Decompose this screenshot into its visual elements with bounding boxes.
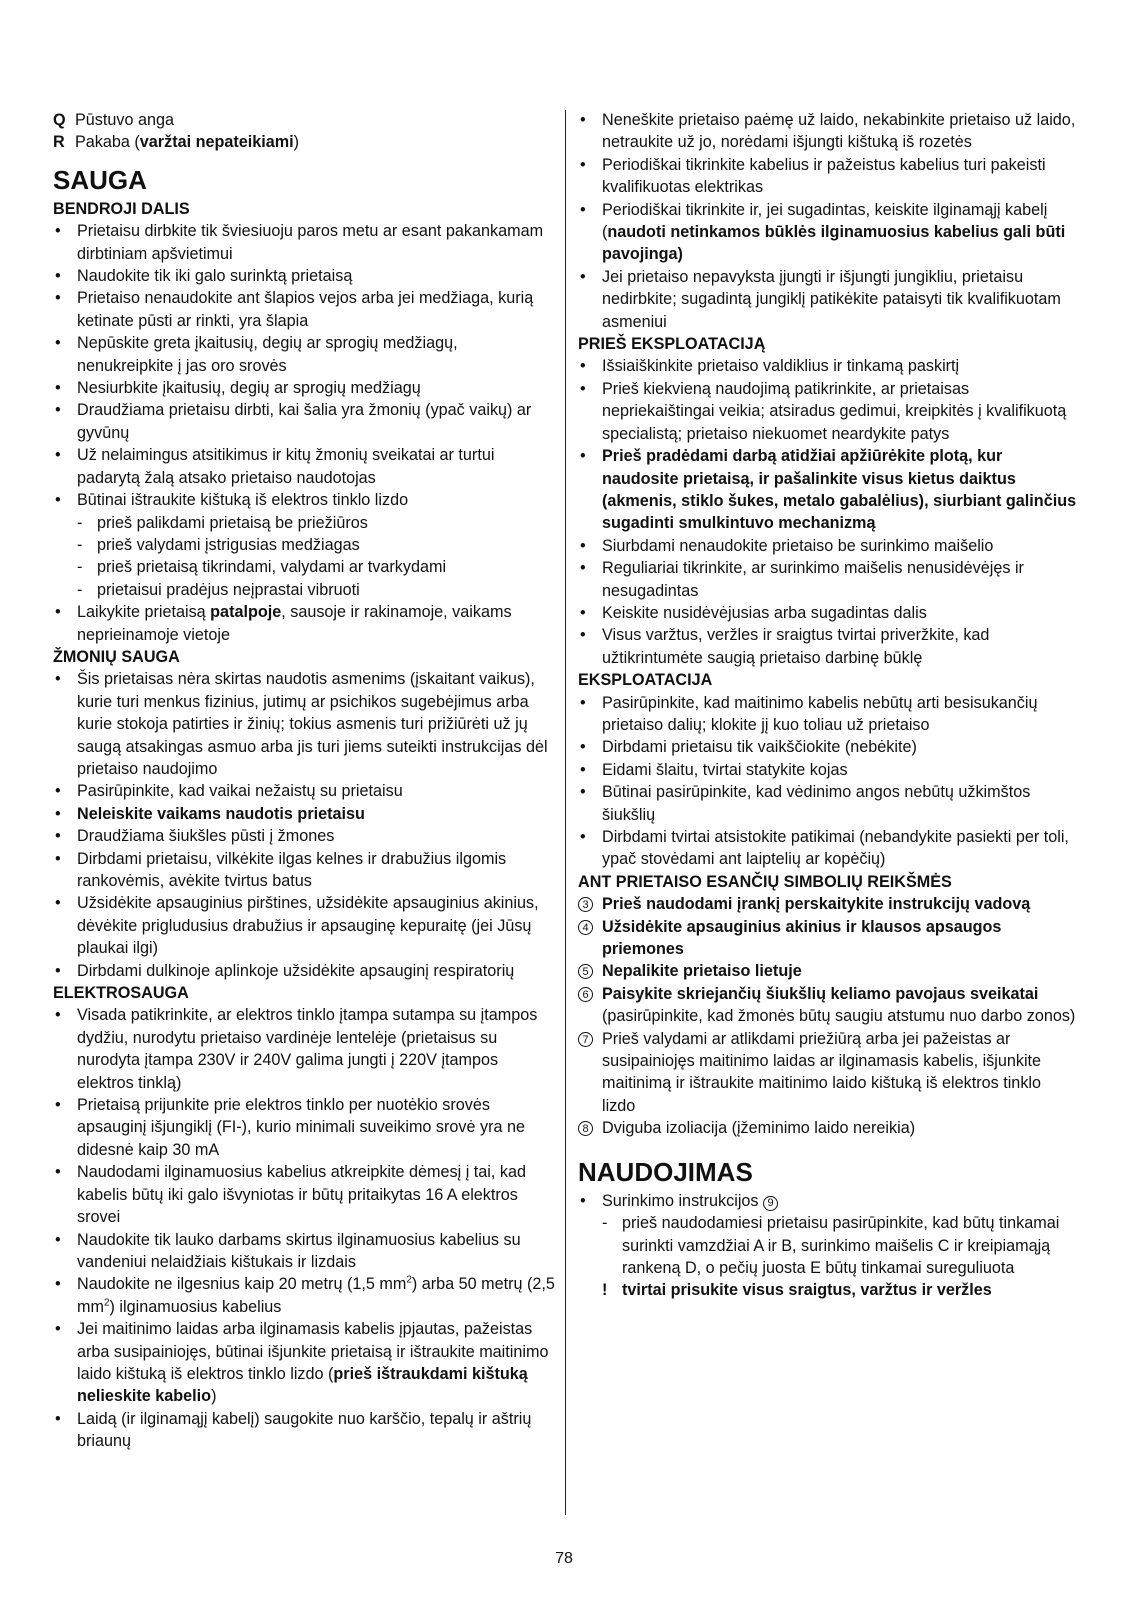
legend-text: Pūstuvo anga <box>75 111 174 129</box>
legend-key: R <box>53 133 65 152</box>
list-item: • Naudodami ilginamuosius kabelius atkreipkite dėmesį į tai, kad kabelis būtų iki galo išvyniotas ir būtų pritaikytas 16 A elektros srovei <box>53 1161 558 1228</box>
legend-text: Pakaba ( <box>75 133 140 152</box>
list-item: • Visada patikrinkite, ar elektros tinklo įtampa sutampa su įtampos dydžiu, nurodytu prietaiso vardinėje lentelėje (prietaisus su nurodyta įtampa 230V ir 240V galima jungti į 220V įtampos elektros tinklą) <box>53 1004 558 1094</box>
text: Prieš valydami ar atlikdami priežiūrą arba jei pažeistas ar susipainiojęs maitinimo laidas ar ilginamasis kabelis, išjunkite maitinimą ir ištraukite maitinimo laido kištuką iš elektros tinklo lizdo <box>602 1029 1042 1115</box>
bold-text: patalpoje <box>210 603 282 622</box>
circled-number-4-icon: 4 <box>578 920 593 935</box>
text: , sausoje ir rakinamoje, vaikams neprieinamoje vietoje <box>77 603 512 644</box>
list-item <box>53 1318 558 1408</box>
list-item: • Būtinai ištraukite kištuką iš elektros tinklo lizdo <box>53 489 558 511</box>
text: Periodiškai tikrinkite ir, jei sugadintas, keiskite ilginamąjį kabelį ( <box>602 200 1048 242</box>
text: ) arba 50 metrų (2,5 mm <box>77 1275 555 1316</box>
list-item: • Šis prietaisas nėra skirtas naudotis asmenims (įskaitant vaikus), kurie turi menkus fizinius, jutimų ar psichikos sugebėjimus arba kurie stokoja patirties ir žinių; tokius asmenis turi prižiūrėti už jų saugą atsakingas asmuo arba jis turi jiems suteikti instrukcijas dėl prietaiso naudojimo <box>53 668 558 780</box>
text: Dviguba izoliacija (įžeminimo laido nereikia) <box>602 1119 916 1138</box>
bold-text: Prieš pradėdami darbą atidžiai apžiūrėkite plotą, kur naudosite prietaisą, ir pašalinkite visus kietus daiktus (akmenis, stiklo šukes, metalo gabalėlius), siurbiant galinčius sugadinti smulkintuvo mechanizmą <box>602 447 1077 533</box>
text: Jei maitinimo laidas arba ilginamasis kabelis įpjautas, pažeistas arba susipainiojęs, būtinai išjunkite prietaisą ir ištraukite maitinimo laido kištuką iš elektros tinklo lizdo ( <box>77 1320 549 1383</box>
list-item: • Eidami šlaitu, tvirtai statykite kojas <box>578 759 1078 781</box>
list-item: • Naudokite tik lauko darbams skirtus ilginamuosius kabelius su vandeniui nelaidžiais kištukais ir lizdais <box>53 1229 558 1274</box>
bold-text: prieš ištraukdami kištuką nelieskite kabelio <box>77 1364 528 1406</box>
list-item <box>578 1190 1078 1212</box>
superscript: 2 <box>406 1274 412 1286</box>
heading-operation: EKSPLOATACIJA <box>578 671 713 690</box>
unplug-sublist <box>77 512 558 602</box>
section-title-safety: SAUGA <box>53 164 147 195</box>
legend-bold: varžtai nepateikiami <box>139 133 294 152</box>
list-item: • Užsidėkite apsauginius pirštines, užsidėkite apsauginius akinius, dėvėkite prigludusius drabužius ir apsauginę kepuraitę (jei Jūsų plaukai ilgi) <box>53 892 558 959</box>
sub-item: - prietaisui pradėjus neįprastai vibruoti <box>77 579 558 601</box>
general-list <box>53 220 558 511</box>
list-item: • Dirbdami prietaisu tik vaikščiokite (nebėkite) <box>578 736 1078 758</box>
heading-symbols: ANT PRIETAISO ESANČIŲ SIMBOLIŲ REIKŠMĖS <box>578 872 952 891</box>
legend-tail: ) <box>293 133 300 152</box>
storage-list <box>53 601 558 646</box>
legend-item-r <box>53 131 558 153</box>
people-list <box>53 668 558 982</box>
circled-number-9-icon: 9 <box>763 1196 778 1211</box>
left-column <box>53 109 558 1453</box>
symbol-item <box>578 1028 1078 1118</box>
list-item <box>53 803 558 825</box>
text: Surinkimo instrukcijos <box>602 1191 759 1210</box>
heading-general: BENDROJI DALIS <box>53 199 190 218</box>
usage-list <box>578 1190 1078 1212</box>
page-number: 78 <box>555 1550 573 1567</box>
usage-sublist <box>602 1212 1078 1279</box>
exclamation-icon: ! <box>602 1281 608 1300</box>
list-item <box>53 1273 558 1318</box>
list-item: • Visus varžtus, veržles ir sraigtus tvirtai priveržkite, kad užtikrintumėte saugią prietaiso darbinę būklę <box>578 624 1078 669</box>
heading-people-safety: ŽMONIŲ SAUGA <box>53 647 180 666</box>
section-title-usage: NAUDOJIMAS <box>578 1156 753 1187</box>
legend-item-q <box>53 109 558 131</box>
column-divider <box>565 110 566 1515</box>
superscript: 2 <box>103 1297 110 1309</box>
symbols-list <box>578 893 1078 1139</box>
list-item <box>578 445 1078 535</box>
list-item-storage <box>53 601 558 646</box>
list-item: • Laidą (ir ilginamąjį kabelį) saugokite nuo karščio, tepalų ir aštrių briaunų <box>53 1408 558 1453</box>
list-item: • Nepūskite greta įkaitusių, degių ar sprogių medžiagų, nenukreipkite į jas oro srovės <box>53 332 558 377</box>
bold-text: Nepalikite prietaiso lietuje <box>602 962 802 981</box>
text: (pasirūpinkite, kad žmonės būtų saugiu atstumu nuo darbo zonos) <box>602 1007 1076 1026</box>
list-item: • Reguliariai tikrinkite, ar surinkimo maišelis nenusidėvėjęs ir nesugadintas <box>578 557 1078 602</box>
list-item: • Dirbdami dulkinoje aplinkoje užsidėkite apsauginį respiratorių <box>53 960 558 982</box>
list-item: • Prietaiso nenaudokite ant šlapios vejos arba jei medžiaga, kurią ketinate pūsti ar rinkti, yra šlapia <box>53 287 558 332</box>
text: Naudokite ne ilgesnius kaip 20 metrų (1,5 mm <box>77 1275 407 1294</box>
sub-item: - prieš naudodamiesi prietaisu pasirūpinkite, kad būtų tinkamai surinkti vamzdžiai A ir B, surinkimo maišelis C ir kreipiamąją rankeną D, o pečių juosta E būtų tinkamai sureguliuota <box>602 1212 1078 1279</box>
list-item: • Dirbdami tvirtai atsistokite patikimai (nebandykite pasiekti per toli, ypač stovėdami ant laiptelių ar kopėčių) <box>578 826 1078 871</box>
bold-text: Prieš naudodami įrankį perskaitykite instrukcijų vadovą <box>602 895 1031 914</box>
list-item: • Prietaisą prijunkite prie elektros tinklo per nuotėkio srovės apsauginį išjungiklį (FI-), kurio minimali suveikimo srovė yra ne didesnė kaip 30 mA <box>53 1094 558 1161</box>
right-column <box>578 109 1078 1302</box>
heading-electrical-safety: ELEKTROSAUGA <box>53 984 189 1003</box>
circled-number-5-icon: 5 <box>578 964 593 979</box>
before-use-list <box>578 355 1078 669</box>
list-item: • Būtinai pasirūpinkite, kad vėdinimo angos nebūtų užkimštos šiukšlių <box>578 781 1078 826</box>
symbol-item <box>578 893 1078 915</box>
list-item: • Prietaisu dirbkite tik šviesiuoju paros metu ar esant pakankamam dirbtiniam apšvietimui <box>53 220 558 265</box>
circled-number-3-icon: 3 <box>578 897 593 912</box>
sub-item: - prieš palikdami prietaisą be priežiūros <box>77 512 558 534</box>
list-item: • Draudžiama prietaisu dirbti, kai šalia yra žmonių (ypač vaikų) ar gyvūnų <box>53 399 558 444</box>
circled-number-7-icon: 7 <box>578 1032 593 1047</box>
list-item: • Naudokite tik iki galo surinktą prietaisą <box>53 265 558 287</box>
bold-text: Užsidėkite apsauginius akinius ir klausos apsaugos priemones <box>602 917 1002 959</box>
list-item: • Draudžiama šiukšles pūsti į žmones <box>53 825 558 847</box>
circled-number-6-icon: 6 <box>578 987 593 1002</box>
text: ) ilginamuosius kabelius <box>109 1297 282 1316</box>
circled-number-8-icon: 8 <box>578 1121 593 1136</box>
bold-text: naudoti netinkamos būklės ilginamuosius kabelius gali būti pavojinga) <box>602 223 1066 264</box>
bold-text: tvirtai prisukite visus sraigtus, varžtus ir veržles <box>622 1281 992 1300</box>
list-item: • Pasirūpinkite, kad maitinimo kabelis nebūtų arti besisukančių prietaiso dalių; klokite jį kuo toliau už prietaiso <box>578 692 1078 737</box>
legend-key: Q <box>53 111 66 129</box>
warning-note <box>602 1279 1078 1301</box>
sub-item: - prieš prietaisą tikrindami, valydami ar tvarkydami <box>77 556 558 578</box>
list-item: • Jei prietaiso nepavyksta įjungti ir išjungti jungikliu, prietaisu nedirbkite; sugadintą jungiklį patikėkite pataisyti tik kvalifikuotam asmeniui <box>578 266 1078 333</box>
symbol-item <box>578 916 1078 961</box>
symbol-item <box>578 983 1078 1028</box>
bold-text: Paisykite skriejančių šiukšlių keliamo pavojaus sveikatai <box>602 984 1039 1003</box>
list-item: • Už nelaimingus atsitikimus ir kitų žmonių sveikatai ar turtui padarytą žalą atsako prietaiso naudotojas <box>53 444 558 489</box>
sub-item: - prieš valydami įstrigusias medžiagas <box>77 534 558 556</box>
list-item: • Periodiškai tikrinkite kabelius ir pažeistus kabelius turi pakeisti kvalifikuotas elektrikas <box>578 154 1078 199</box>
symbol-item <box>578 960 1078 982</box>
text: ) <box>211 1387 217 1406</box>
electrical-list-right <box>578 109 1078 333</box>
operation-list <box>578 692 1078 871</box>
list-item: • Išsiaiškinkite prietaiso valdiklius ir tinkamą paskirtį <box>578 355 1078 377</box>
list-item: • Siurbdami nenaudokite prietaiso be surinkimo maišelio <box>578 535 1078 557</box>
text: Laikykite prietaisą <box>77 603 211 622</box>
list-item: • Pasirūpinkite, kad vaikai nežaistų su prietaisu <box>53 780 558 802</box>
list-item: • Prieš kiekvieną naudojimą patikrinkite, ar prietaisas nepriekaištingai veikia; atsiradus gedimui, kreipkitės į kvalifikuotą specialistą; prietaiso niekuomet neardykite patys <box>578 378 1078 445</box>
list-item: • Dirbdami prietaisu, vilkėkite ilgas kelnes ir drabužius ilgomis rankovėmis, avėkite tvirtus batus <box>53 848 558 893</box>
heading-before-use: PRIEŠ EKSPLOATACIJĄ <box>578 335 766 354</box>
bold-text: Neleiskite vaikams naudotis prietaisu <box>77 804 365 823</box>
electrical-list-left <box>53 1004 558 1452</box>
list-item: • Neneškite prietaiso paėmę už laido, nekabinkite prietaiso už laido, netraukite už jo, norėdami išjungti kištuką iš rozetės <box>578 109 1078 154</box>
list-item <box>578 199 1078 266</box>
parts-legend <box>53 109 558 154</box>
list-item: • Keiskite nusidėvėjusias arba sugadintas dalis <box>578 602 1078 624</box>
list-item: • Nesiurbkite įkaitusių, degių ar sprogių medžiagų <box>53 377 558 399</box>
symbol-item <box>578 1117 1078 1139</box>
